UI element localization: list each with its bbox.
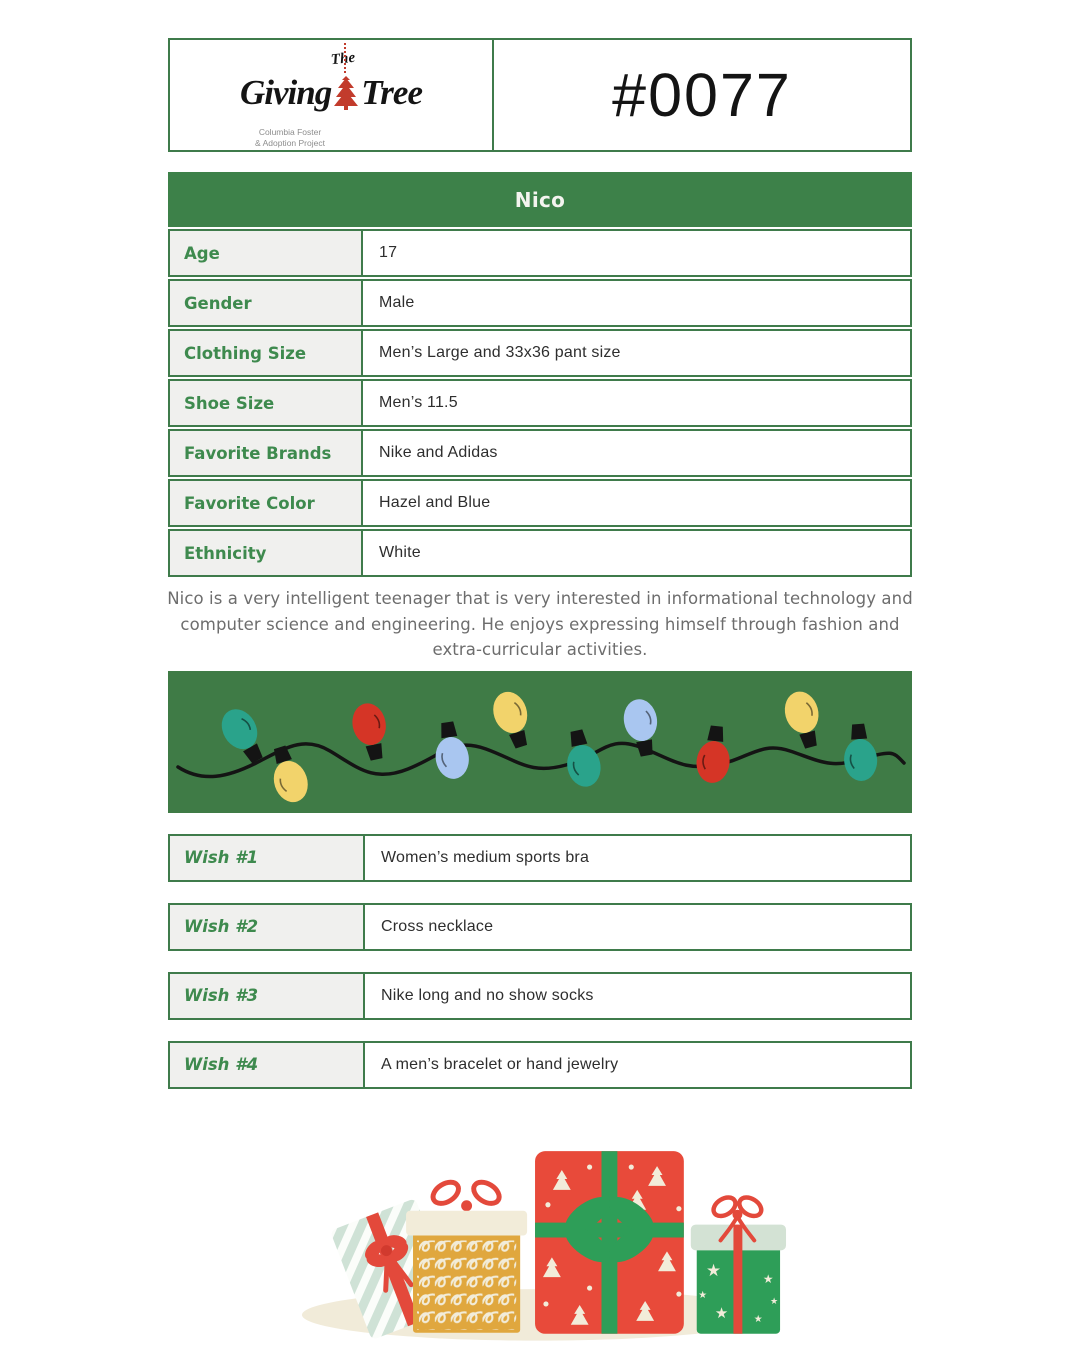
bulb-red [694, 724, 733, 784]
table-row-gender: Gender Male [168, 279, 912, 327]
string-lights-illustration [168, 671, 912, 813]
bulb-teal [560, 727, 604, 790]
table-row-age: Age 17 [168, 229, 912, 277]
wish-row-3: Wish #3 Nike long and no show socks [168, 972, 912, 1020]
table-row-clothing-size: Clothing Size Men’s Large and 33x36 pant size [168, 329, 912, 377]
svg-text:★: ★ [770, 1296, 779, 1307]
bulb-yellow [488, 687, 537, 751]
logo-word-giving: Giving [239, 73, 332, 112]
bulb-blue [431, 719, 472, 780]
child-name: Nico [168, 172, 912, 227]
ornament-tree-icon [331, 73, 361, 113]
presents-illustration [292, 1129, 788, 1343]
table-row-favorite-brands: Favorite Brands Nike and Adidas [168, 429, 912, 477]
wish-row-2: Wish #2 Cross necklace [168, 903, 912, 951]
profile-table [168, 172, 912, 577]
bulb-yellow [264, 742, 313, 806]
bulb-teal [842, 722, 879, 781]
svg-text:★: ★ [698, 1289, 708, 1301]
christmas-tree-icon [333, 75, 359, 111]
svg-text:★: ★ [706, 1259, 722, 1280]
bulb-blue [621, 696, 663, 758]
case-number-cell [494, 40, 910, 150]
gifts-illustration-wrap [168, 1129, 912, 1348]
logo-cell [170, 40, 494, 150]
gift-gold-squiggle [406, 1177, 527, 1332]
wish-row-1: Wish #1 Women’s medium sports bra [168, 834, 912, 882]
ornament-string [344, 43, 346, 73]
bulb-yellow [780, 687, 827, 751]
lights-banner [168, 671, 912, 813]
logo-word-tree: Tree [361, 73, 422, 112]
bulb-red [349, 700, 393, 763]
giving-tree-logo [227, 47, 435, 149]
svg-text:★: ★ [714, 1303, 729, 1322]
wish-row-4: Wish #4 A men’s bracelet or hand jewelry [168, 1041, 912, 1089]
gift-red-trees [535, 1151, 684, 1334]
svg-text:★: ★ [753, 1313, 763, 1325]
logo-subtitle: Columbia Foster & Adoption Project [255, 127, 325, 149]
logo-the: The [330, 49, 356, 69]
case-number: #0077 [612, 61, 792, 129]
logo-wordmark [227, 73, 435, 113]
table-row-shoe-size: Shoe Size Men’s 11.5 [168, 379, 912, 427]
table-row-favorite-color: Favorite Color Hazel and Blue [168, 479, 912, 527]
child-description: Nico is a very intelligent teenager that is very interested in informational technology and computer science and engineering. He enjoys expressing himself through fashion and extra-curricular activities. [167, 589, 913, 659]
svg-text:★: ★ [762, 1271, 774, 1286]
header [168, 38, 912, 152]
table-row-ethnicity: Ethnicity White [168, 529, 912, 577]
gift-green-stars [691, 1193, 786, 1333]
